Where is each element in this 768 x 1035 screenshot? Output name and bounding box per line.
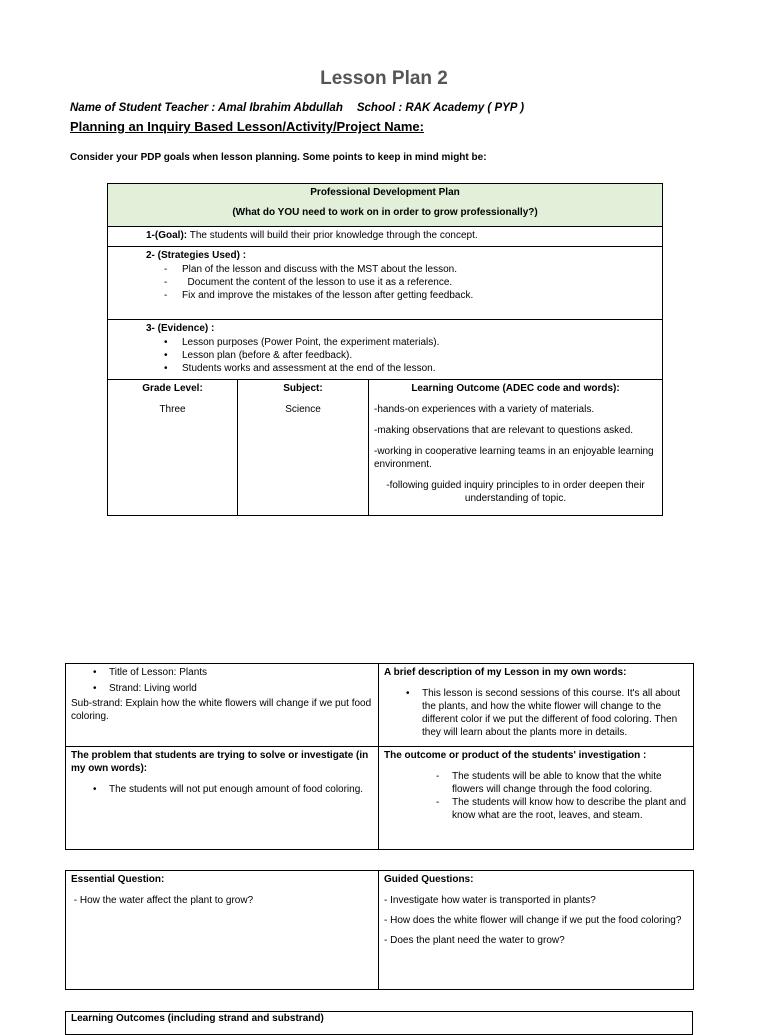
pdp-goal-row — [108, 227, 663, 247]
guided-questions-header: Guided Questions: — [384, 874, 474, 885]
brief-header: A brief description of my Lesson in my own words: — [384, 667, 627, 678]
evidence-item: • Lesson plan (before & after feedback). — [108, 349, 657, 362]
guided-question-item: - Does the plant need the water to grow? — [384, 935, 565, 946]
investigation-outcome-item: - The students will be able to know that the white flowers will change through the food coloring. — [384, 770, 688, 796]
essential-question-cell — [66, 871, 379, 990]
subject-cell — [238, 380, 369, 516]
subject-header: Subject: — [283, 383, 323, 394]
subject-value: Science — [285, 404, 321, 415]
problem-cell — [66, 747, 379, 850]
lesson-info-list — [71, 666, 373, 695]
learning-outcome-item: -working in cooperative learning teams in an enjoyable learning environment. — [374, 446, 654, 470]
strategy-item: - Plan of the lesson and discuss with the MST about the lesson. — [108, 263, 657, 276]
lesson-title-label: Title of Lesson: — [109, 667, 177, 678]
teacher-school-line — [70, 102, 524, 114]
evidence-list — [108, 336, 657, 375]
pdp-strategies-row — [108, 247, 663, 320]
brief-list — [384, 687, 688, 739]
learning-outcome-item: -hands-on experiences with a variety of materials. — [374, 404, 595, 415]
student-teacher-name: Name of Student Teacher : Amal Ibrahim Abdullah — [70, 102, 343, 114]
strategies-label: 2- (Strategies Used) : — [146, 250, 247, 261]
strategy-item: - Fix and improve the mistakes of the lesson after getting feedback. — [108, 289, 657, 302]
school-name: School : RAK Academy ( PYP ) — [356, 102, 525, 114]
guided-question-item: - How does the white flower will change if we put the food coloring? — [384, 915, 682, 926]
lesson-info-cell — [66, 664, 379, 747]
substrand-value: Explain how the white flowers will change if we put food coloring. — [71, 698, 372, 722]
strategies-list — [108, 263, 657, 302]
learning-outcome-header: Learning Outcome (ADEC code and words): — [411, 383, 620, 394]
lesson-title-item — [71, 666, 373, 679]
grade-value: Three — [159, 404, 186, 415]
pdp-evidence-row — [108, 320, 663, 380]
lesson-title-value: Plants — [179, 667, 208, 678]
learning-outcome-item: -making observations that are relevant to questions asked. — [374, 425, 634, 436]
learning-outcomes-header-cell — [66, 1012, 693, 1035]
pdp-table — [107, 183, 663, 516]
goal-text: The students will build their prior knowledge through the concept. — [189, 230, 478, 241]
guided-question-item: - Investigate how water is transported in plants? — [384, 895, 596, 906]
strategy-item: - Document the content of the lesson to use it as a reference. — [108, 276, 657, 289]
investigation-outcome-header: The outcome or product of the students' investigation : — [384, 750, 647, 761]
lesson-strand-value: Living world — [144, 683, 197, 694]
brief-description-cell — [379, 664, 694, 747]
page-title: Lesson Plan 2 — [320, 68, 448, 89]
problem-text: • The students will not put enough amount of food coloring. — [71, 783, 373, 796]
investigation-outcome-list — [384, 770, 688, 822]
investigation-outcome-item: - The students will know how to describe the plant and know what are the root, leaves, and steam. — [384, 796, 688, 822]
evidence-item: • Students works and assessment at the end of the lesson. — [108, 362, 657, 375]
lesson-table — [65, 663, 694, 850]
learning-outcomes-header: Learning Outcomes (including strand and substrand) — [71, 1013, 324, 1024]
learning-outcome-item: -following guided inquiry principles to in order deepen their understanding of topic. — [386, 480, 645, 504]
evidence-label: 3- (Evidence) : — [146, 323, 215, 334]
lesson-strand-label: Strand: — [109, 683, 142, 694]
goal-label: 1-(Goal): — [146, 230, 188, 241]
investigation-outcome-cell — [379, 747, 694, 850]
problem-list — [71, 783, 373, 796]
learning-outcome-cell — [369, 380, 663, 516]
brief-text: • This lesson is second sessions of this course. It's all about the plants, and how the white flower will change to the different color if we put the different of food coloring. Then they will learn about the plants more in details. — [384, 687, 688, 739]
pdp-header-sub: (What do YOU need to work on in order to grow professionally?) — [232, 207, 538, 218]
pdp-header-title: Professional Development Plan — [310, 187, 460, 198]
evidence-item: • Lesson purposes (Power Point, the experiment materials). — [108, 336, 657, 349]
substrand-label: Sub-strand: — [71, 698, 123, 709]
essential-question-header: Essential Question: — [71, 874, 165, 885]
essential-question-text: - How the water affect the plant to grow? — [71, 895, 254, 906]
pdp-header — [108, 184, 663, 227]
lesson-strand-item — [71, 682, 373, 695]
problem-header: The problem that students are trying to solve or investigate (in my own words): — [71, 750, 369, 774]
planning-heading: Planning an Inquiry Based Lesson/Activity/Project Name: — [70, 119, 424, 134]
questions-table — [65, 870, 694, 990]
grade-cell — [108, 380, 238, 516]
lesson-substrand — [71, 697, 373, 723]
guided-questions-cell — [379, 871, 694, 990]
learning-outcomes-table — [65, 1011, 693, 1035]
grade-header: Grade Level: — [142, 383, 203, 394]
consider-text: Consider your PDP goals when lesson planning. Some points to keep in mind might be: — [70, 152, 487, 163]
